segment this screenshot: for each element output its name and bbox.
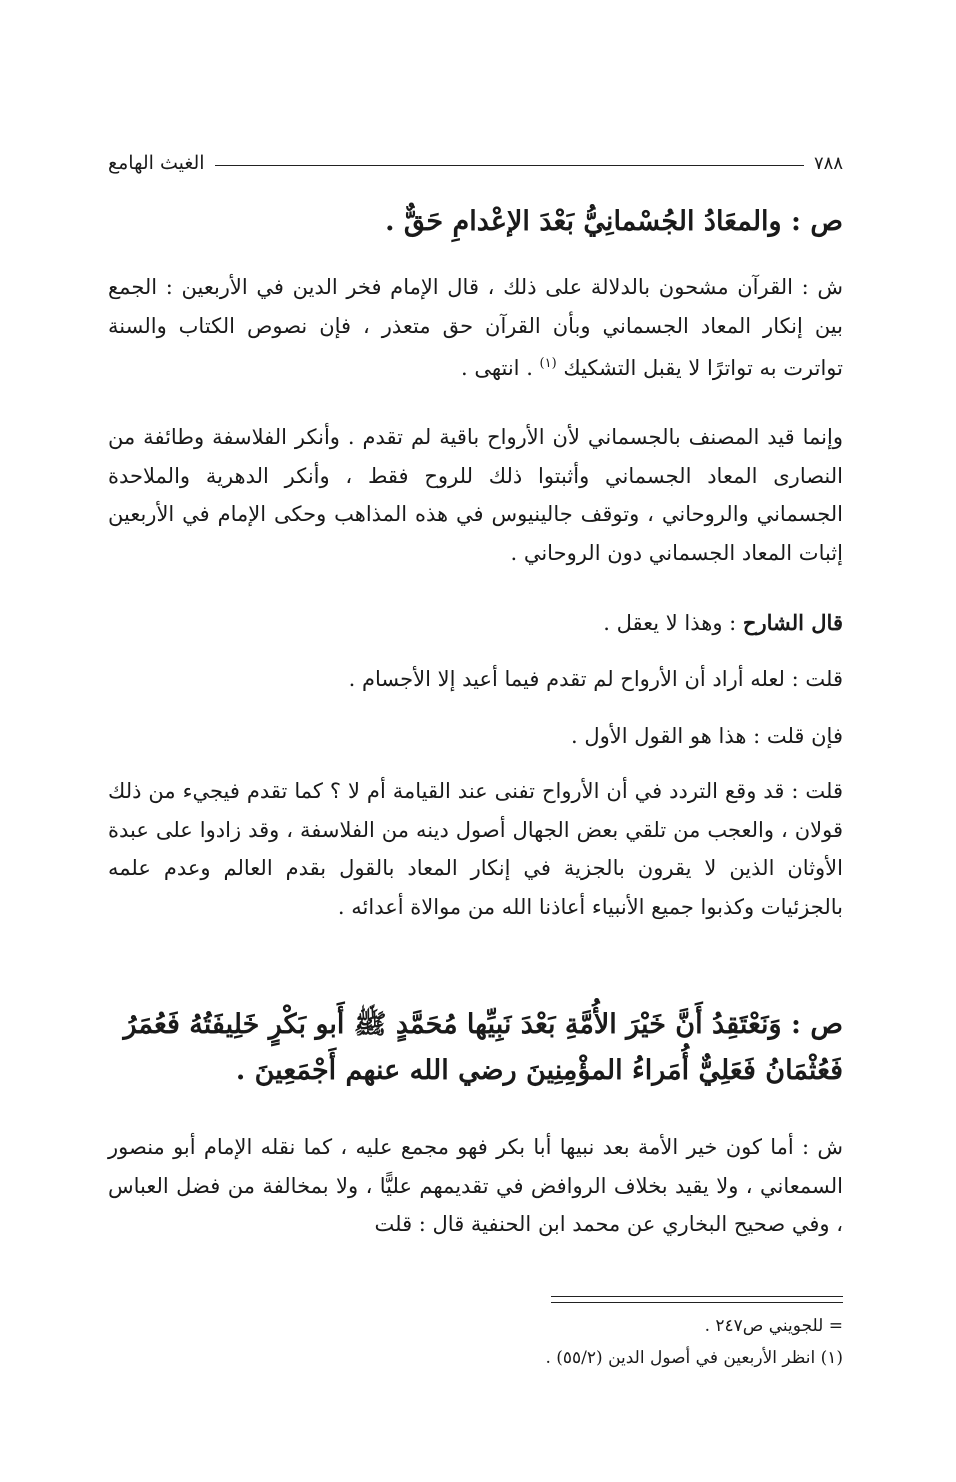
header-rule (215, 165, 804, 166)
paragraph-4: قلت : لعله أراد أن الأرواح لم تقدم فيما أعيد إلا الأجسام . (348, 667, 843, 691)
paragraph-5: فإن قلت : هذا هو القول الأول . (571, 724, 843, 748)
paragraph-7: ش : أما كون خير الأمة بعد نبيها أبا بكر فهو مجمع عليه ، كما نقله الإمام أبو منصور السمعاني ، ولا يقيد بخلاف الروافض في تقديمهم عليًّا ، ولا بمخالفة من فضل العباس ، وفي صحيح البخاري عن محمد ابن الحنفية قال : قلت (108, 1135, 843, 1236)
footnote-continued: = للجويني ص٢٤٧ . (704, 1316, 843, 1336)
paragraph-1-text: ش : القرآن مشحون بالدلالة على ذلك ، قال الإمام فخر الدين في الأربعين : الجمع بين إنكار المعاد الجسماني وبأن القرآن حق متعذر ، فإن نصوص الكتاب والسنة تواترت به تواترًا لا يقبل التشكيك (108, 275, 843, 380)
footnote-rule (551, 1296, 843, 1297)
section-title-1: ص : والمعَادُ الجُسْمانِيُّ بَعْدَ الإعْدامِ حَقٌّ . (385, 206, 843, 237)
paragraph-2: وإنما قيد المصنف بالجسماني لأن الأرواح باقية لم تقدم . وأنكر الفلاسفة وطائفة من النصارى المعاد الجسماني وأثبتوا ذلك للروح فقط ، وأنكر الدهرية والملاحدة الجسماني والروحاني ، وتوقف جالينيوس في هذه المذاهب وحكى الإمام في الأربعين إثبات المعاد الجسماني دون الروحاني . (108, 425, 843, 565)
paragraph-6: قلت : قد وقع التردد في أن الأرواح تفنى عند القيامة أم لا ؟ كما تقدم فيجيء من ذلك قولان ، والعجب من تلقي بعض الجهال أصول دينه من الفلاسفة ، وقد زادوا على عبدة الأوثان الذين لا يقرون بالجزية في إنكار المعاد بالقول بقدم العالم وعدم علمه بالجزئيات وكذبوا جميع الأنبياء أعاذنا الله من موالاة أعدائه . (108, 779, 843, 919)
footnote-rule-second (551, 1302, 843, 1303)
running-head (108, 148, 843, 178)
section-title-2: ص : وَنَعْتَقِدُ أَنَّ خَيْرَ الأُمَّةِ بَعْدَ نَبِيِّها مُحَمَّدٍ ﷺ أَبو بَكْرٍ خَلِيفَتُهُ فَعُمَرُ فَعُثْمَانُ فَعَلِيٌّ أُمَراءُ المؤْمِنِينَ رضي الله عنهم أَجْمَعِينَ . (123, 1009, 843, 1086)
footnote-reference-1: (١) (539, 356, 557, 371)
page-number: ٧٨٨ (813, 152, 843, 174)
paragraph-3 (108, 604, 843, 643)
paragraph-1-tail: . انتهى . (460, 356, 540, 380)
paragraph-3-text: : وهذا لا يعقل . (603, 611, 743, 635)
paragraph-1 (108, 268, 843, 388)
commentator-label: قال الشارح (742, 610, 843, 635)
footnote-1: (١) انظر الأربعين في أصول الدين (٥٥/٢) . (545, 1348, 843, 1368)
book-page (108, 140, 843, 1400)
book-title: الغيث الهامع (108, 152, 205, 174)
